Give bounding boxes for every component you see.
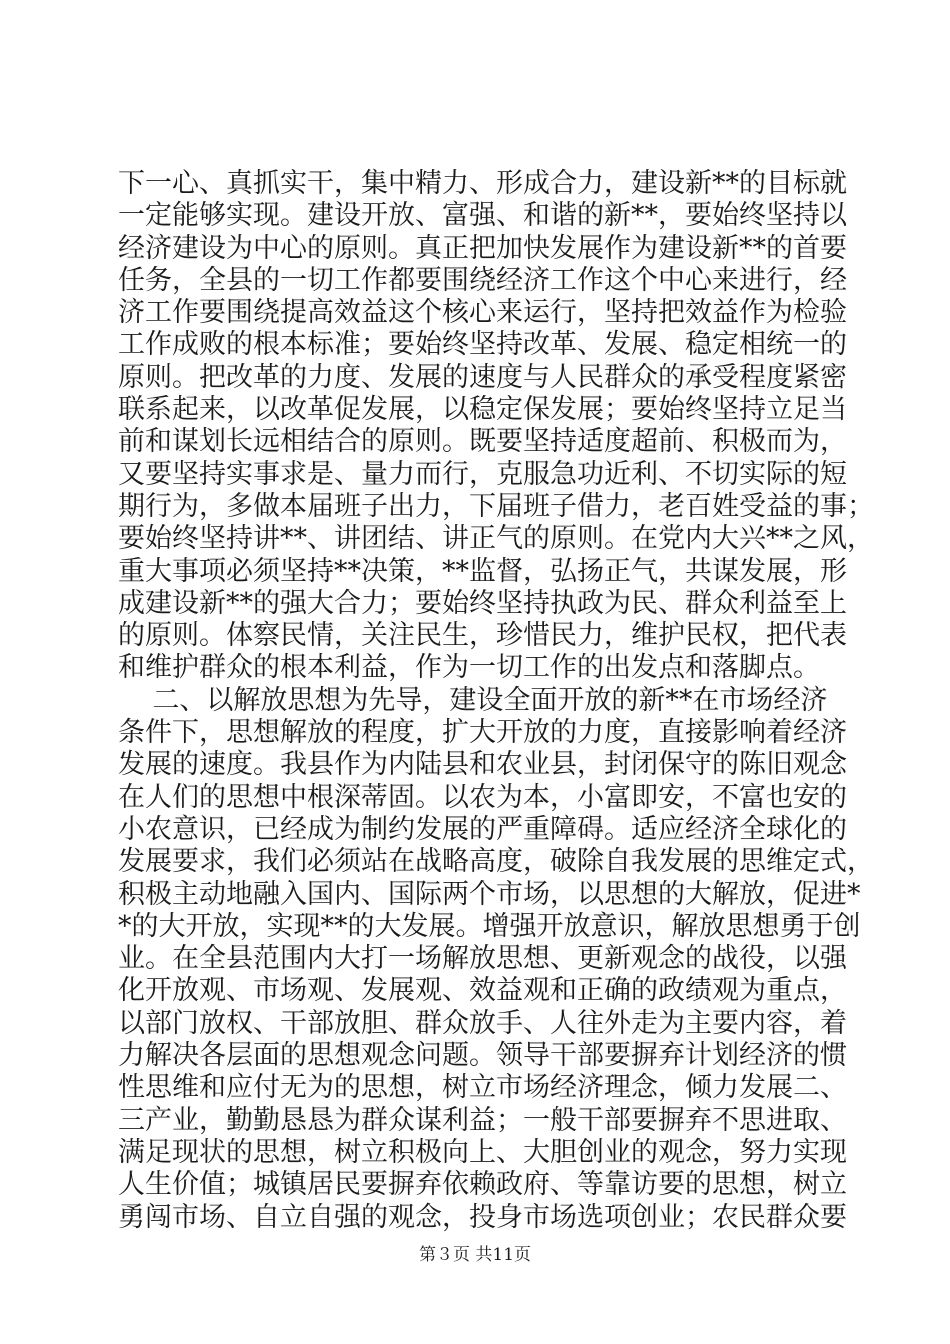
text-line: 又要坚持实事求是、量力而行，克服急功近利、不切实际的短 [118,458,847,490]
body-text [118,168,874,1234]
text-line: *的大开放，实现**的大发展。增强开放意识，解放思想勇于创 [118,910,861,942]
text-line: 在人们的思想中根深蒂固。以农为本，小富即安，不富也安的 [118,781,847,813]
text-line: 的原则。体察民情，关注民生，珍惜民力，维护民权，把代表 [118,620,847,652]
text-line: 业。在全县范围内大打一场解放思想、更新观念的战役，以强 [118,943,847,975]
text-line: 人生价值；城镇居民要摒弃依赖政府、等靠访要的思想，树立 [118,1169,847,1201]
text-line: 力解决各层面的思想观念问题。领导干部要摒弃计划经济的惯 [118,1040,847,1072]
text-line: 济工作要围绕提高效益这个核心来运行，坚持把效益作为检验 [118,297,847,329]
text-line: 联系起来，以改革促发展，以稳定保发展；要始终坚持立足当 [118,394,847,426]
text-line: 勇闯市场、自立自强的观念，投身市场选项创业；农民群众要 [118,1201,847,1233]
text-line: 前和谋划长远相结合的原则。既要坚持适度超前、积极而为， [118,426,847,458]
text-line: 满足现状的思想，树立积极向上、大胆创业的观念，努力实现 [118,1136,847,1168]
text-line: 发展的速度。我县作为内陆县和农业县，封闭保守的陈旧观念 [118,749,847,781]
text-line: 性思维和应付无为的思想，树立市场经济理念，倾力发展二、 [118,1072,847,1104]
text-line: 期行为，多做本届班子出力，下届班子借力，老百姓受益的事； [118,490,874,522]
text-line: 成建设新**的强大合力；要始终坚持执政为民、群众利益至上 [118,587,847,619]
text-line: 条件下，思想解放的程度，扩大开放的力度，直接影响着经济 [118,717,847,749]
text-line: 三产业，勤勤恳恳为群众谋利益；一般干部要摒弃不思进取、 [118,1104,847,1136]
text-line: 以部门放权、干部放胆、群众放手、人往外走为主要内容，着 [118,1007,847,1039]
text-line: 一定能够实现。建设开放、富强、和谐的新**，要始终坚持以 [118,200,847,232]
text-line: 二、以解放思想为先导，建设全面开放的新**在市场经济 [118,684,828,716]
text-line: 任务，全县的一切工作都要围绕经济工作这个中心来进行，经 [118,264,847,296]
text-line: 化开放观、市场观、发展观、效益观和正确的政绩观为重点， [118,975,847,1007]
text-line: 经济建设为中心的原则。真正把加快发展作为建设新**的首要 [118,232,847,264]
text-line: 原则。把改革的力度、发展的速度与人民群众的承受程度紧密 [118,361,847,393]
text-line: 小农意识，已经成为制约发展的严重障碍。适应经济全球化的 [118,813,847,845]
text-line: 发展要求，我们必须站在战略高度，破除自我发展的思维定式， [118,846,874,878]
text-line: 和维护群众的根本利益，作为一切工作的出发点和落脚点。 [118,652,820,684]
page-number: 第３页 共11页 [418,1245,532,1265]
text-line: 要始终坚持讲**、讲团结、讲正气的原则。在党内大兴**之风， [118,523,874,555]
text-line: 下一心、真抓实干，集中精力、形成合力，建设新**的目标就 [118,168,847,199]
text-line: 工作成败的根本标准；要始终坚持改革、发展、稳定相统一的 [118,329,847,361]
text-line: 重大事项必须坚持**决策，**监督，弘扬正气，共谋发展，形 [118,555,847,587]
text-line: 积极主动地融入国内、国际两个市场，以思想的大解放，促进* [118,878,861,910]
